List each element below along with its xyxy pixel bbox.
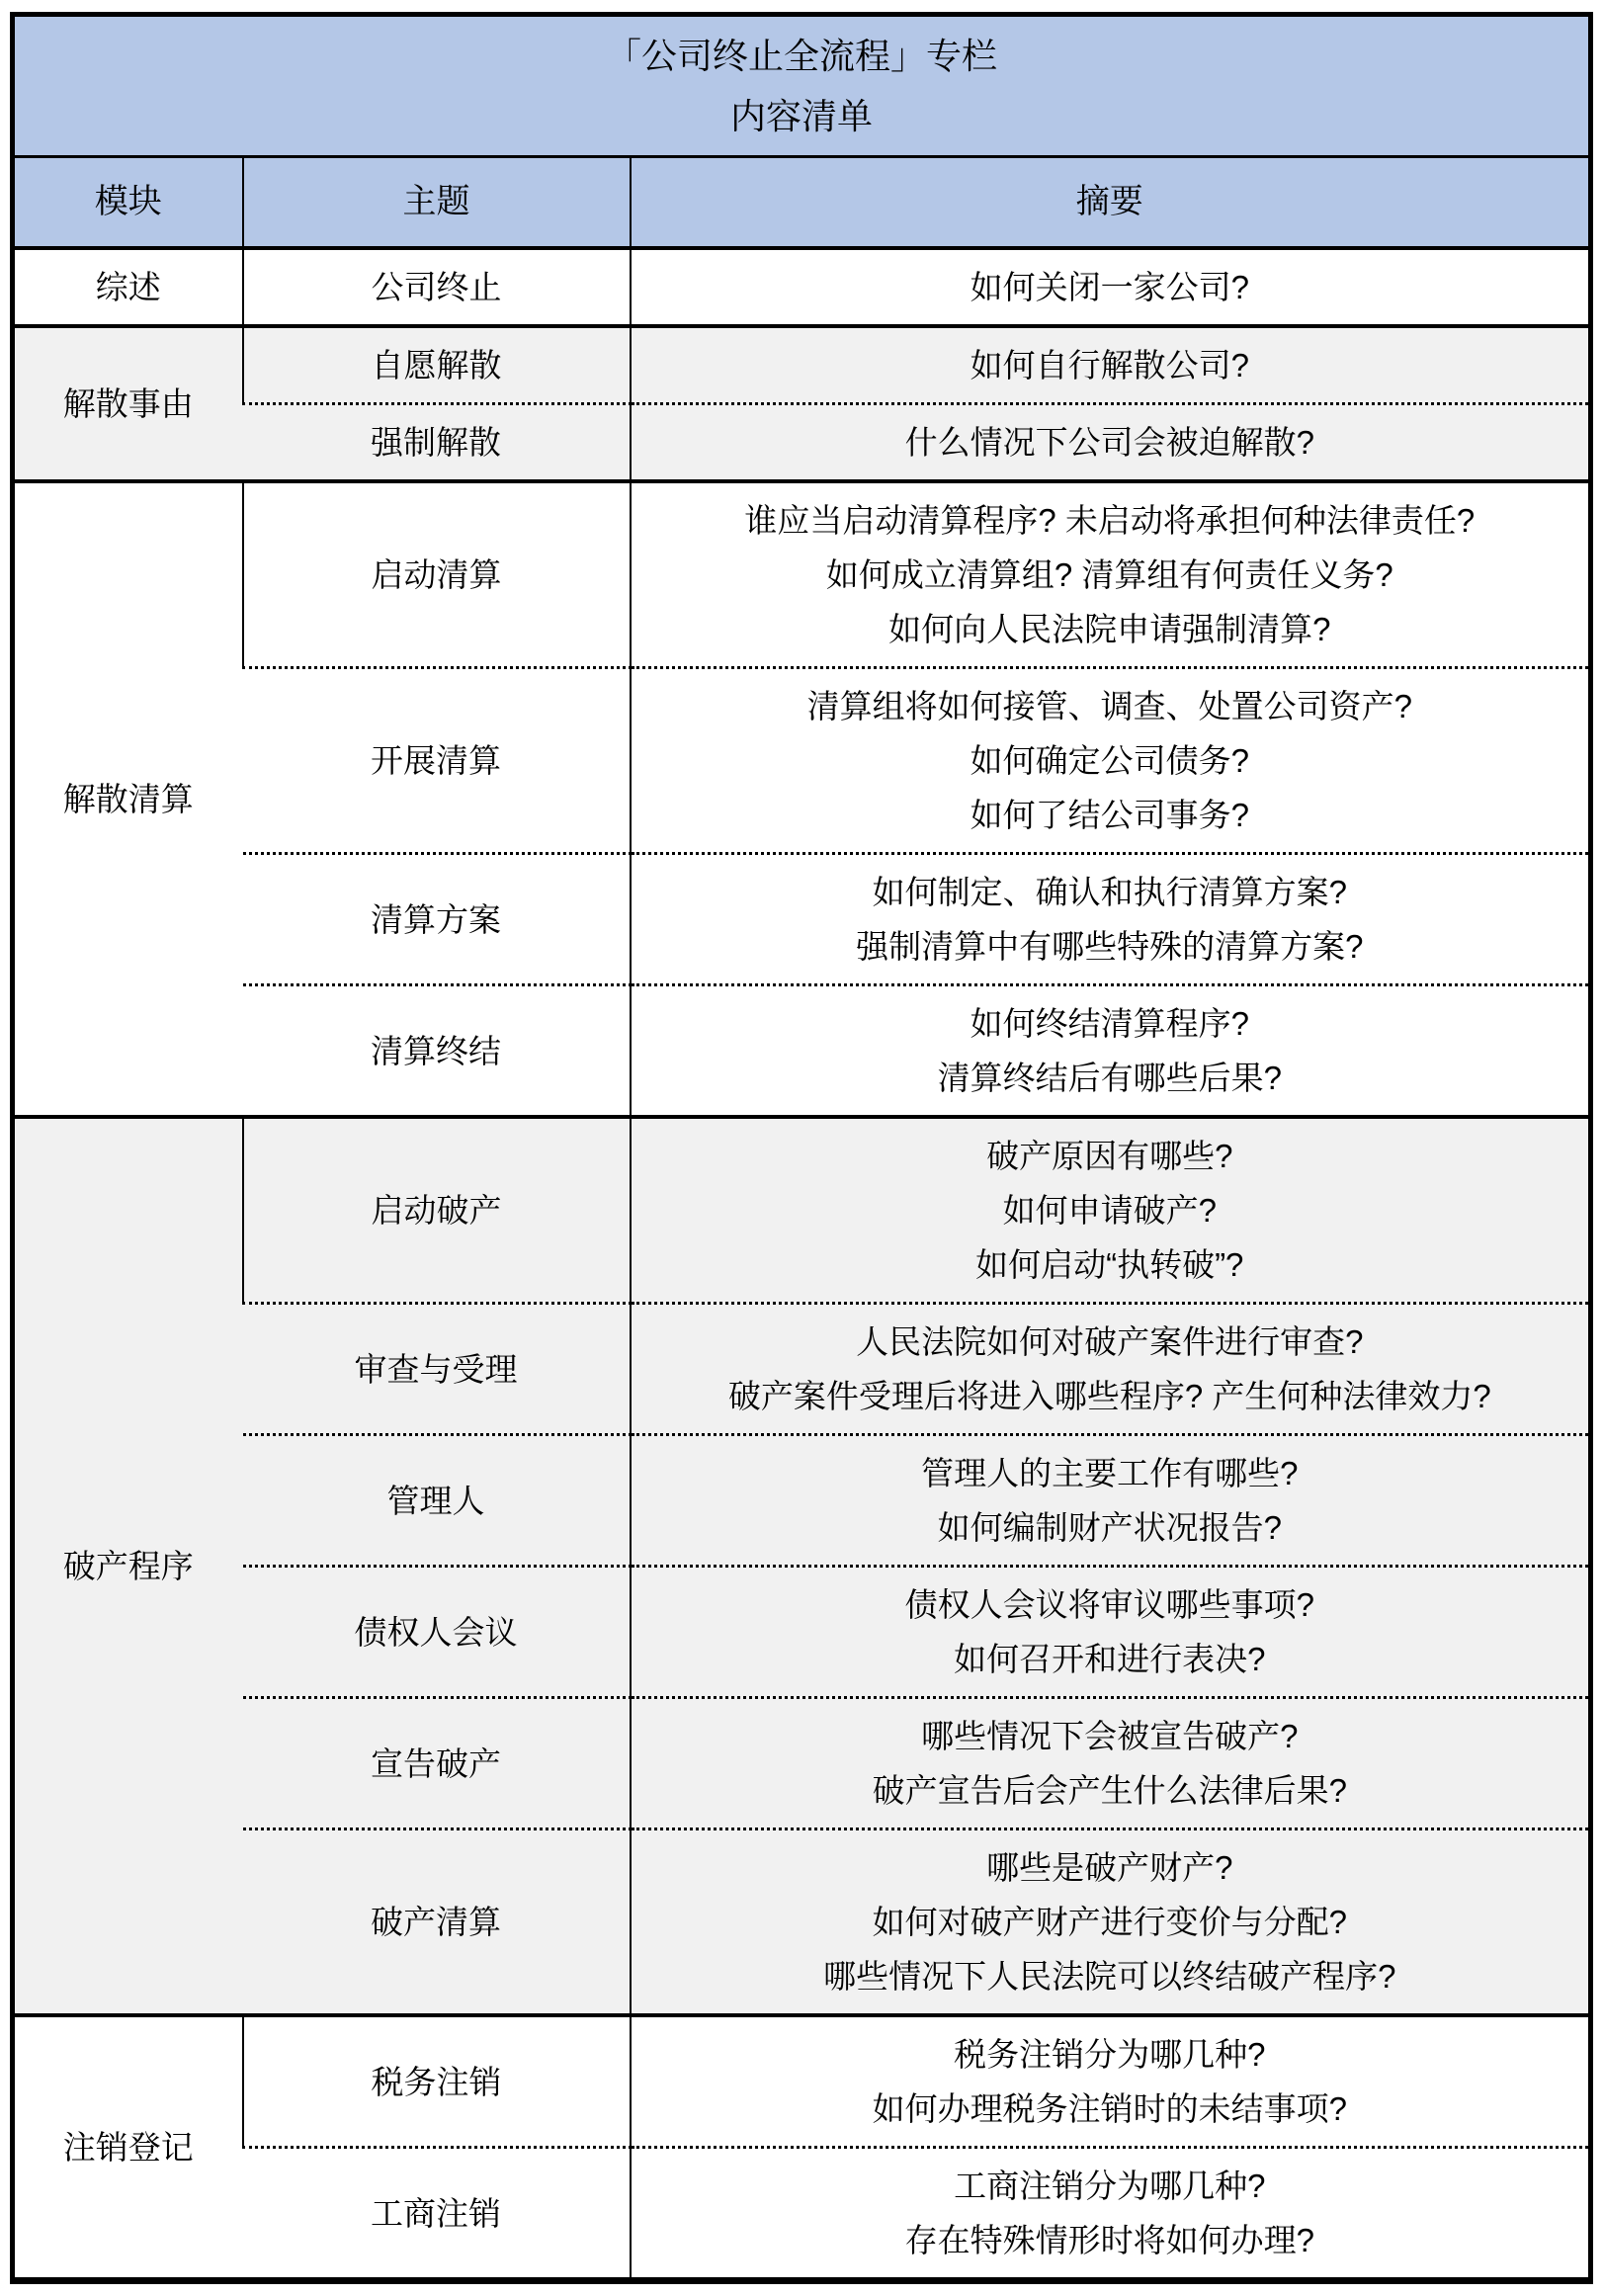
summary-cell xyxy=(631,668,1591,854)
summary-line: 工商注销分为哪几种? xyxy=(954,2168,1266,2204)
summary-line: 如何办理税务注销时的未结事项? xyxy=(872,2090,1347,2127)
table-row xyxy=(13,1698,1591,1829)
header-module: 模块 xyxy=(13,157,243,249)
summary-line: 如何关闭一家公司? xyxy=(970,269,1249,305)
table-row xyxy=(13,248,1591,326)
summary-line: 人民法院如何对破产案件进行审查? xyxy=(856,1323,1364,1360)
summary-line: 如何启动“执转破”? xyxy=(975,1246,1244,1283)
table-row xyxy=(13,481,1591,668)
summary-cell xyxy=(631,1304,1591,1435)
table-row xyxy=(13,668,1591,854)
table-row xyxy=(13,1117,1591,1304)
table-row xyxy=(13,1435,1591,1567)
summary-cell xyxy=(631,1567,1591,1698)
table-title-line1: 「公司终止全流程」专栏 xyxy=(605,36,997,76)
topic-cell: 强制解散 xyxy=(243,404,631,482)
table-row xyxy=(13,2015,1591,2148)
summary-cell xyxy=(631,1435,1591,1567)
summary-line: 破产案件受理后将进入哪些程序? 产生何种法律效力? xyxy=(727,1378,1491,1414)
summary-line: 如何对破产财产进行变价与分配? xyxy=(872,1904,1347,1940)
topic-cell: 启动清算 xyxy=(243,481,631,668)
module-cell: 综述 xyxy=(13,248,243,326)
title-row xyxy=(13,15,1591,157)
summary-cell xyxy=(631,854,1591,985)
summary-line: 如何编制财产状况报告? xyxy=(937,1509,1282,1546)
summary-line: 如何终结清算程序? xyxy=(970,1005,1249,1042)
summary-cell xyxy=(631,1117,1591,1304)
summary-line: 存在特殊情形时将如何办理? xyxy=(904,2222,1314,2258)
summary-cell xyxy=(631,1698,1591,1829)
summary-cell xyxy=(631,481,1591,668)
summary-line: 谁应当启动清算程序? 未启动将承担何种法律责任? xyxy=(744,502,1476,539)
summary-line: 如何自行解散公司? xyxy=(970,347,1249,383)
summary-line: 哪些情况下人民法院可以终结破产程序? xyxy=(823,1958,1396,1995)
topic-cell: 启动破产 xyxy=(243,1117,631,1304)
table-title xyxy=(13,15,1591,157)
table-row xyxy=(13,985,1591,1118)
summary-line: 如何召开和进行表决? xyxy=(954,1641,1266,1677)
summary-cell xyxy=(631,985,1591,1118)
topic-cell: 工商注销 xyxy=(243,2148,631,2281)
topic-cell: 破产清算 xyxy=(243,1829,631,2016)
column-header-row xyxy=(13,157,1591,249)
summary-cell xyxy=(631,1829,1591,2016)
summary-line: 如何申请破产? xyxy=(1002,1192,1217,1229)
summary-line: 清算组将如何接管、调查、处置公司资产? xyxy=(806,688,1412,724)
module-cell: 破产程序 xyxy=(13,1117,243,2015)
topic-cell: 债权人会议 xyxy=(243,1567,631,1698)
module-cell: 解散事由 xyxy=(13,326,243,481)
summary-line: 如何了结公司事务? xyxy=(970,797,1249,833)
module-cell: 解散清算 xyxy=(13,481,243,1117)
content-list-table xyxy=(10,12,1593,2284)
summary-line: 哪些是破产财产? xyxy=(986,1849,1233,1886)
summary-line: 破产原因有哪些? xyxy=(986,1138,1233,1174)
summary-cell xyxy=(631,404,1591,482)
summary-line: 破产宣告后会产生什么法律后果? xyxy=(872,1772,1347,1809)
topic-cell: 公司终止 xyxy=(243,248,631,326)
summary-line: 如何向人民法院申请强制清算? xyxy=(888,611,1331,647)
summary-line: 强制清算中有哪些特殊的清算方案? xyxy=(856,928,1364,965)
summary-cell xyxy=(631,248,1591,326)
header-summary: 摘要 xyxy=(631,157,1591,249)
summary-cell xyxy=(631,2015,1591,2148)
topic-cell: 开展清算 xyxy=(243,668,631,854)
topic-cell: 清算方案 xyxy=(243,854,631,985)
table-row xyxy=(13,1567,1591,1698)
summary-line: 什么情况下公司会被迫解散? xyxy=(904,424,1314,461)
header-topic: 主题 xyxy=(243,157,631,249)
table-row xyxy=(13,326,1591,404)
summary-cell xyxy=(631,326,1591,404)
topic-cell: 税务注销 xyxy=(243,2015,631,2148)
summary-line: 清算终结后有哪些后果? xyxy=(937,1060,1282,1096)
module-cell: 注销登记 xyxy=(13,2015,243,2281)
summary-cell xyxy=(631,2148,1591,2281)
summary-line: 如何确定公司债务? xyxy=(970,742,1249,779)
table-title-line2: 内容清单 xyxy=(729,96,873,136)
summary-line: 税务注销分为哪几种? xyxy=(954,2036,1266,2073)
table-row xyxy=(13,2148,1591,2281)
table-row xyxy=(13,1304,1591,1435)
table-row xyxy=(13,404,1591,482)
topic-cell: 宣告破产 xyxy=(243,1698,631,1829)
topic-cell: 审查与受理 xyxy=(243,1304,631,1435)
table-row xyxy=(13,854,1591,985)
summary-line: 哪些情况下会被宣告破产? xyxy=(921,1718,1299,1754)
summary-line: 债权人会议将审议哪些事项? xyxy=(904,1586,1314,1623)
topic-cell: 清算终结 xyxy=(243,985,631,1118)
topic-cell: 管理人 xyxy=(243,1435,631,1567)
topic-cell: 自愿解散 xyxy=(243,326,631,404)
summary-line: 如何制定、确认和执行清算方案? xyxy=(872,874,1347,910)
table-row xyxy=(13,1829,1591,2016)
summary-line: 如何成立清算组? 清算组有何责任义务? xyxy=(825,556,1393,593)
summary-line: 管理人的主要工作有哪些? xyxy=(921,1455,1299,1491)
